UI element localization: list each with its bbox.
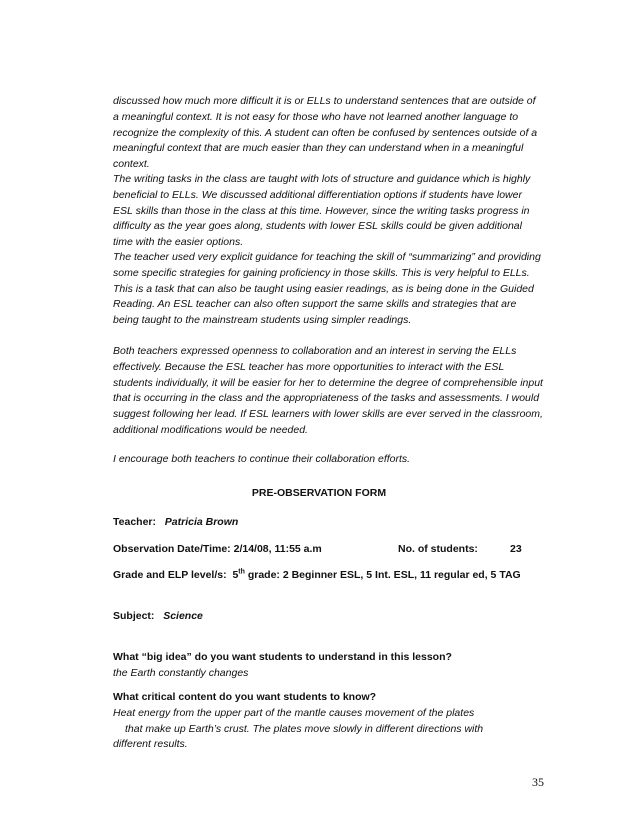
answer-text [113, 706, 543, 753]
observation-value: 2/14/08, 11:55 a.m [233, 543, 322, 555]
question-critical-content [113, 690, 543, 753]
teacher-row [113, 515, 238, 531]
paragraph-text: I encourage both teachers to continue their collaboration efforts. [113, 453, 411, 465]
students-label: No. of students: [398, 543, 478, 555]
paragraph-collaboration [113, 344, 543, 439]
question-text: What critical content do you want students to know? [113, 691, 377, 703]
grade-details: grade: 2 Beginner ESL, 5 Int. ESL, 11 regular ed, 5 TAG [244, 569, 521, 581]
grade-number: 5 [232, 569, 239, 581]
paragraph-text: Both teachers expressed openness to collaboration and an interest in serving the ELLs effectively. Because the ESL teacher has more opportunities to interact with the ESL students individually, it will be easier for her to determine the degree of comprehensible input that is occurring in the class and the appropriateness of the tasks and assessments. I would suggest following her lead. If ESL learners with lower skills are ever served in the classroom, additional modifications would be needed. [113, 345, 543, 436]
paragraph-text: The teacher used very explicit guidance for teaching the skill of “summarizing” and providing some specific strategies for gaining proficiency in those skills. This is very helpful to ELLs. This is a task that can also be taught using easier readings, as is being done in the Guided Reading. An ESL teacher can also often support the same skills and strategies that are being taught to the mainstream students using simpler readings. [113, 251, 541, 327]
answer-line: that make up Earth’s crust. The plates move slowly in different directions with [125, 722, 484, 735]
teacher-label: Teacher: [113, 516, 156, 528]
subject-label: Subject: [113, 610, 155, 622]
subject-row [113, 609, 203, 625]
page-number: 35 [532, 775, 544, 789]
paragraph-writing-tasks [113, 172, 543, 251]
answer-text: the Earth constantly changes [113, 666, 249, 679]
question-big-idea [113, 650, 543, 682]
observation-row [113, 542, 543, 558]
subject-value: Science [163, 610, 203, 622]
observation-label: Observation Date/Time: [113, 543, 231, 555]
teacher-value: Patricia Brown [164, 516, 239, 528]
paragraph-comprehension [113, 94, 543, 173]
grade-label: Grade and ELP level/s: [113, 569, 227, 581]
paragraph-text: The writing tasks in the class are taught with lots of structure and guidance which is highly beneficial to ELLs. We discussed additional differentiation options if students have lower ESL skills than those in the class at this time. However, since the writing tasks progress in difficulty as the year goes along, students with lower ESL skills could be given additional time with the easier options. [113, 173, 531, 249]
form-title: PRE-OBSERVATION FORM [251, 487, 387, 499]
question-text: What “big idea” do you want students to understand in this lesson? [113, 651, 452, 663]
students-value: 23 [510, 543, 522, 555]
grade-suffix: th [238, 568, 245, 576]
paragraph-encourage [113, 452, 543, 468]
paragraph-summarizing [113, 250, 543, 329]
answer-line: Heat energy from the upper part of the mantle causes movement of the plates [113, 706, 475, 719]
grade-row [113, 568, 543, 584]
answer-line: different results. [113, 738, 188, 751]
paragraph-text: discussed how much more difficult it is or ELLs to understand sentences that are outside of a meaningful context. It is not easy for those who have not learned another language to recognize the complexity of this. A student can often be confused by sentences outside of a meaningful context that are much easier than they can understand when in a meaningful context. [113, 95, 538, 171]
